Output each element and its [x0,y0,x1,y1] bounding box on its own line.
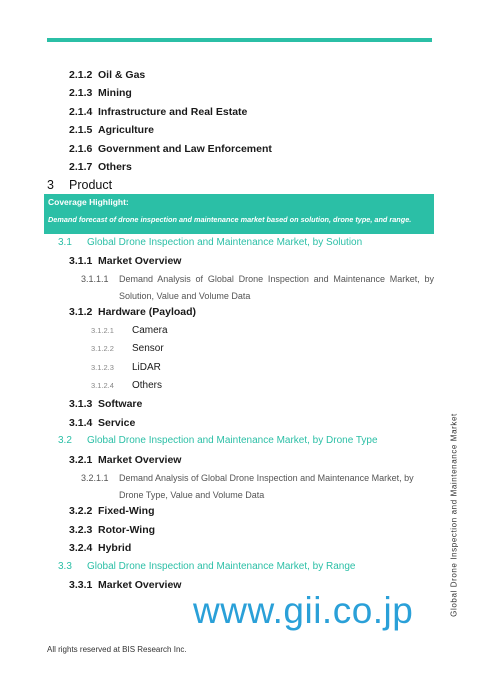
toc-item-hybrid[interactable] [69,542,131,554]
banner-text: Demand forecast of drone inspection and maintenance market based on solution, drone type, and range. [48,215,412,224]
toc-number: 2.1.6 [69,143,93,155]
toc-number: 3.2.3 [69,524,93,536]
toc-item-rotor-wing[interactable] [69,524,155,536]
toc-label: Software [98,398,143,410]
toc-label: Agriculture [98,124,155,136]
toc-item-3-1-1-1[interactable] [81,271,436,305]
coverage-highlight-banner [44,194,434,234]
toc-item-others[interactable] [69,161,132,173]
vertical-report-title-text: Global Drone Inspection and Maintenance Market [449,413,459,617]
toc-number: 3.1.2.1 [91,326,114,335]
toc-label: Global Drone Inspection and Maintenance Market, by Range [87,561,356,572]
toc-item-3-2-1-1[interactable] [81,470,436,504]
vertical-report-title [446,415,462,615]
toc-number: 2.1.4 [69,106,93,118]
toc-number: 2.1.7 [69,161,93,173]
toc-label: Hybrid [98,542,132,554]
toc-number: 3.1.2.3 [91,363,114,372]
toc-label: Market Overview [98,579,182,591]
banner-title: Coverage Highlight: [48,197,129,207]
toc-number: 2.1.2 [69,69,93,81]
toc-label: Camera [132,325,168,336]
toc-number: 3.1.4 [69,417,93,429]
toc-item-3-2-1[interactable] [69,454,181,466]
toc-label: Others [98,161,132,173]
section-number: 3 [47,178,54,192]
toc-section-3-1[interactable] [58,237,362,248]
toc-label: Oil & Gas [98,69,146,81]
toc-number: 3.1.3 [69,398,93,410]
toc-number: 3.2.2 [69,505,93,517]
toc-label: Global Drone Inspection and Maintenance Market, by Solution [87,237,363,248]
toc-item-agriculture[interactable] [69,124,154,136]
toc-item-mining[interactable] [69,87,132,99]
toc-item-3-1-2[interactable] [69,306,196,318]
toc-label: Rotor-Wing [98,524,156,536]
toc-item-oil-gas[interactable] [69,69,145,81]
toc-label: Global Drone Inspection and Maintenance Market, by Drone Type [87,435,378,446]
toc-number: 3.1 [58,237,72,248]
toc-item-camera[interactable] [91,325,168,336]
section-heading-product[interactable] [47,178,112,192]
toc-section-3-2[interactable] [58,435,378,446]
toc-item-software[interactable] [69,398,142,410]
toc-label: Service [98,417,136,429]
toc-label: LiDAR [132,362,161,373]
toc-number: 2.1.3 [69,87,93,99]
toc-label: Fixed-Wing [98,505,155,517]
toc-label: Government and Law Enforcement [98,143,272,155]
toc-label: Others [132,380,163,391]
toc-label: Market Overview [98,255,182,267]
toc-item-lidar[interactable] [91,362,161,373]
footer-copyright: All rights reserved at BIS Research Inc. [47,645,187,654]
section-label: Product [69,178,113,192]
toc-label: Infrastructure and Real Estate [98,106,248,118]
toc-number: 3.2.1.1 [81,473,109,483]
toc-number: 2.1.5 [69,124,93,136]
toc-item-3-1-1[interactable] [69,255,181,267]
toc-number: 3.2.1 [69,454,93,466]
toc-number: 3.1.1 [69,255,93,267]
toc-label: Demand Analysis of Global Drone Inspection and Maintenance Market, by Drone Type, Value and Volume Data [119,473,414,500]
toc-number: 3.3.1 [69,579,93,591]
toc-item-infrastructure[interactable] [69,106,247,118]
watermark: www.gii.co.jp [193,590,414,631]
toc-label: Demand Analysis of Global Drone Inspection and Maintenance Market, by Solution, Value and Volume Data [119,274,434,301]
toc-label: Market Overview [98,454,182,466]
toc-number: 3.2.4 [69,542,93,554]
toc-label: Sensor [132,343,164,354]
toc-number: 3.2 [58,435,72,446]
toc-item-others-payload[interactable] [91,380,162,391]
toc-section-3-3[interactable] [58,561,356,572]
top-rule [47,38,432,42]
toc-label: Mining [98,87,132,99]
toc-number: 3.1.2.4 [91,381,114,390]
toc-item-government[interactable] [69,143,272,155]
toc-item-fixed-wing[interactable] [69,505,154,517]
toc-label: Hardware (Payload) [98,306,197,318]
toc-number: 3.3 [58,561,72,572]
toc-number: 3.1.1.1 [81,274,109,284]
toc-number: 3.1.2.2 [91,344,114,353]
toc-item-sensor[interactable] [91,343,164,354]
toc-number: 3.1.2 [69,306,93,318]
toc-item-service[interactable] [69,417,135,429]
toc-item-3-3-1[interactable] [69,579,181,591]
